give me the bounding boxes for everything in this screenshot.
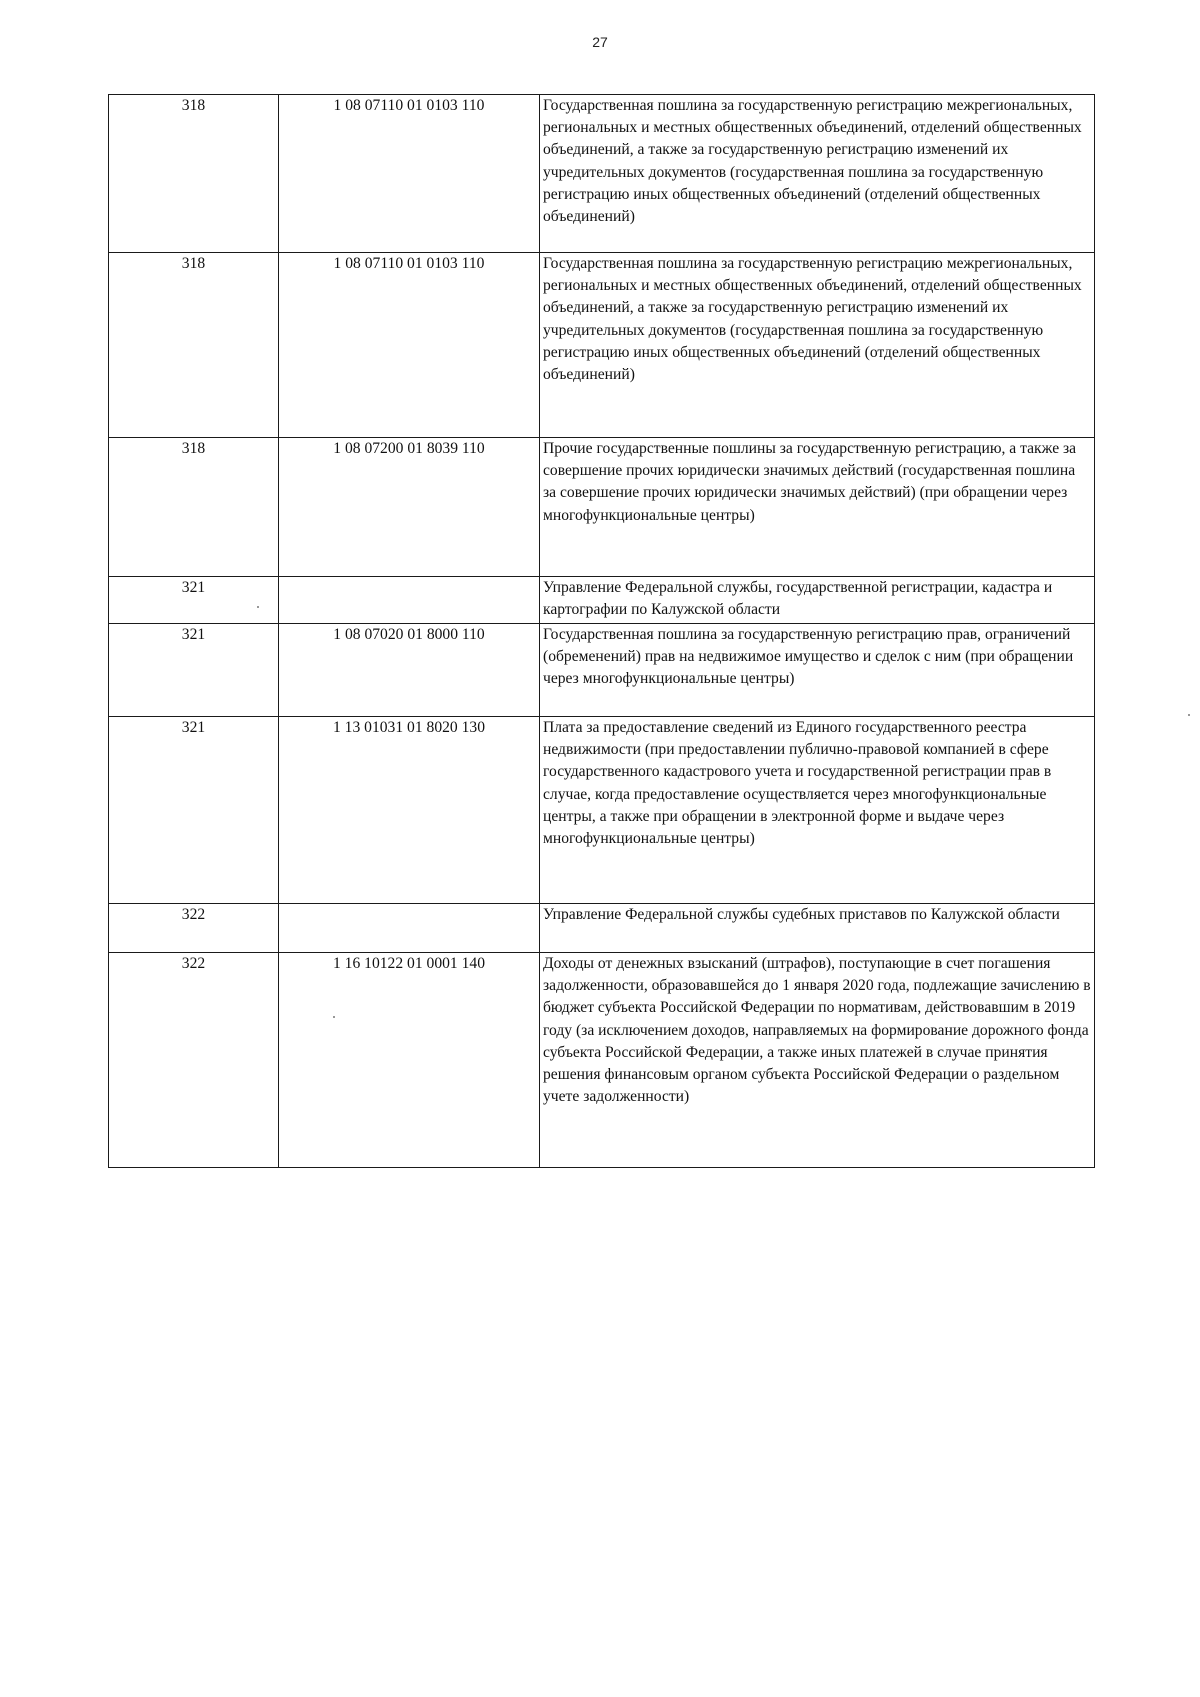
- revenue-name-cell: Управление Федеральной службы судебных приставов по Калужской области: [540, 904, 1095, 953]
- revenue-name-cell: Государственная пошлина за государственную регистрацию межрегиональных, региональных и местных общественных объединений, отделений общественных объединений, а также за государственную регистрацию изменений их учредительных документов (государственная пошлина за государственную регистрацию иных общественных объединений (отделений общественных объединений): [540, 95, 1095, 253]
- table-row: [109, 624, 1095, 717]
- revenue-classification-table: [108, 94, 1095, 1168]
- admin-code-cell: 321: [109, 717, 279, 904]
- table-row: [109, 95, 1095, 253]
- table-row: [109, 904, 1095, 953]
- admin-code-cell: 321: [109, 577, 279, 624]
- revenue-name-cell: Плата за предоставление сведений из Единого государственного реестра недвижимости (при предоставлении публично-правовой компанией в сфере государственного кадастрового учета и государственной регистрации прав в случае, когда предоставление осуществляется через многофункциональные центры, а также при обращении в электронной форме и выдаче через многофункциональные центры): [540, 717, 1095, 904]
- budget-code-cell: 1 08 07200 01 8039 110: [279, 438, 540, 577]
- table-row: [109, 253, 1095, 438]
- revenue-name-cell: Управление Федеральной службы, государственной регистрации, кадастра и картографии по Калужской области: [540, 577, 1095, 624]
- budget-code-cell: 1 08 07020 01 8000 110: [279, 624, 540, 717]
- budget-code-cell: 1 08 07110 01 0103 110: [279, 253, 540, 438]
- page-number: 27: [592, 34, 608, 50]
- budget-code-cell: 1 13 01031 01 8020 130: [279, 717, 540, 904]
- table-row: [109, 717, 1095, 904]
- admin-code-cell: 322: [109, 904, 279, 953]
- table-row: [109, 438, 1095, 577]
- budget-code-cell: 1 16 10122 01 0001 140: [279, 953, 540, 1168]
- revenue-name-cell: Доходы от денежных взысканий (штрафов), поступающие в счет погашения задолженности, образовавшейся до 1 января 2020 года, подлежащие зачислению в бюджет субъекта Российской Федерации по нормативам, действовавшим в 2019 году (за исключением доходов, направляемых на формирование дорожного фонда субъекта Российской Федерации, а также иных платежей в случае принятия решения финансовым органом субъекта Российской Федерации о раздельном учете задолженности): [540, 953, 1095, 1168]
- admin-code-cell: 322: [109, 953, 279, 1168]
- scan-speck: [257, 606, 259, 608]
- admin-code-cell: 321: [109, 624, 279, 717]
- scan-speck: [1188, 714, 1190, 716]
- budget-code-cell: [279, 577, 540, 624]
- table-row: [109, 577, 1095, 624]
- admin-code-cell: 318: [109, 253, 279, 438]
- admin-code-cell: 318: [109, 95, 279, 253]
- table-row: [109, 953, 1095, 1168]
- admin-code-cell: 318: [109, 438, 279, 577]
- revenue-name-cell: Государственная пошлина за государственную регистрацию межрегиональных, региональных и местных общественных объединений, отделений общественных объединений, а также за государственную регистрацию изменений их учредительных документов (государственная пошлина за государственную регистрацию иных общественных объединений (отделений общественных объединений): [540, 253, 1095, 438]
- revenue-name-cell: Государственная пошлина за государственную регистрацию прав, ограничений (обременений) прав на недвижимое имущество и сделок с ним (при обращении через многофункциональные центры): [540, 624, 1095, 717]
- scan-speck: [333, 1016, 335, 1018]
- budget-code-cell: 1 08 07110 01 0103 110: [279, 95, 540, 253]
- budget-code-cell: [279, 904, 540, 953]
- revenue-name-cell: Прочие государственные пошлины за государственную регистрацию, а также за совершение прочих юридически значимых действий (государственная пошлина за совершение прочих юридически значимых действий) (при обращении через многофункциональные центры): [540, 438, 1095, 577]
